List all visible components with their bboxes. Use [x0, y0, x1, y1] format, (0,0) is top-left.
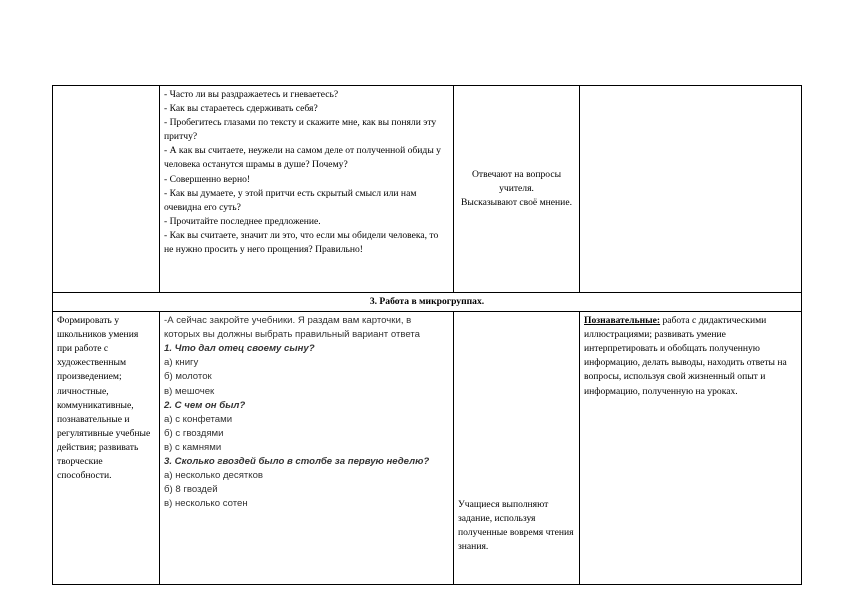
answer-option: в) с камнями	[164, 441, 222, 453]
answer-option: в) несколько сотен	[164, 498, 248, 510]
stage-heading: 3. Работа в микрогруппах.	[53, 293, 802, 312]
teacher-line: - Как вы считаете, значит ли это, что если мы обидели человека, то не нужно просить у него прощения? Правильно!	[164, 229, 439, 256]
teacher-line: - Как вы думаете, у этой притчи есть скрытый смысл или нам очевидна его суть?	[164, 187, 417, 213]
answer-option: а) книгу	[164, 357, 199, 369]
teacher-line: - Совершенно верно!	[164, 173, 251, 185]
student-activity-cell	[454, 312, 580, 585]
table-row	[53, 86, 802, 293]
goal-cell: Формировать у школьников умения при работе с художественным произведением; личностные, коммуникативные, познавательные и регулятивные учебные действия; развивать творческие способности.	[53, 312, 160, 585]
teacher-line: - Часто ли вы раздражаетесь и гневаетесь?	[164, 89, 339, 100]
answer-option: а) с конфетами	[164, 413, 233, 425]
teacher-line: - Прочитайте последнее предложение.	[164, 215, 321, 227]
uud-cell	[580, 312, 802, 585]
teacher-line: - Как вы стараетесь сдерживать себя?	[164, 103, 318, 115]
lesson-plan-table	[52, 85, 802, 585]
student-line: Отвечают на вопросы учителя.	[471, 168, 562, 194]
question: 1. Что дал отец своему сыну?	[164, 343, 315, 355]
answer-option: б) 8 гвоздей	[164, 484, 218, 496]
goal-cell-empty	[53, 86, 160, 293]
uud-label: Познавательные:	[584, 315, 661, 327]
teacher-line: - Пробегитесь глазами по тексту и скажите мне, как вы поняли эту притчу?	[164, 117, 437, 143]
teacher-line: - А как вы считаете, неужели на самом деле от полученной обиды у человека останутся шрамы в душе? Почему?	[164, 145, 441, 171]
student-line: Высказывают своё мнение.	[461, 197, 572, 209]
answer-option: б) с гвоздями	[164, 427, 224, 439]
question: 3. Сколько гвоздей было в столбе за первую неделю?	[164, 456, 430, 468]
answer-option: в) мешочек	[164, 385, 215, 397]
table-row	[53, 312, 802, 585]
teacher-activity-cell	[160, 86, 454, 293]
table-row	[53, 293, 802, 312]
answer-option: б) молоток	[164, 371, 212, 383]
question: 2. С чем он был?	[164, 399, 246, 411]
card-intro: -А сейчас закройте учебники. Я раздам вам карточки, в которых вы должны выбрать правильный вариант ответа	[164, 315, 420, 341]
student-task-text: Учащиеся выполняют задание, используя полученные вовремя чтения знания.	[458, 498, 574, 552]
teacher-activity-cell	[160, 312, 454, 585]
uud-cell-empty	[580, 86, 802, 293]
uud-text: работа с дидактическими иллюстрациями; развивать умение интерпретировать и обобщать полученную информацию, делать выводы, находить ответы на вопросы, используя свой жизненный опыт и информацию, полученную на уроках.	[584, 315, 787, 397]
answer-option: а) несколько десятков	[164, 470, 264, 482]
student-activity-cell	[454, 86, 580, 293]
